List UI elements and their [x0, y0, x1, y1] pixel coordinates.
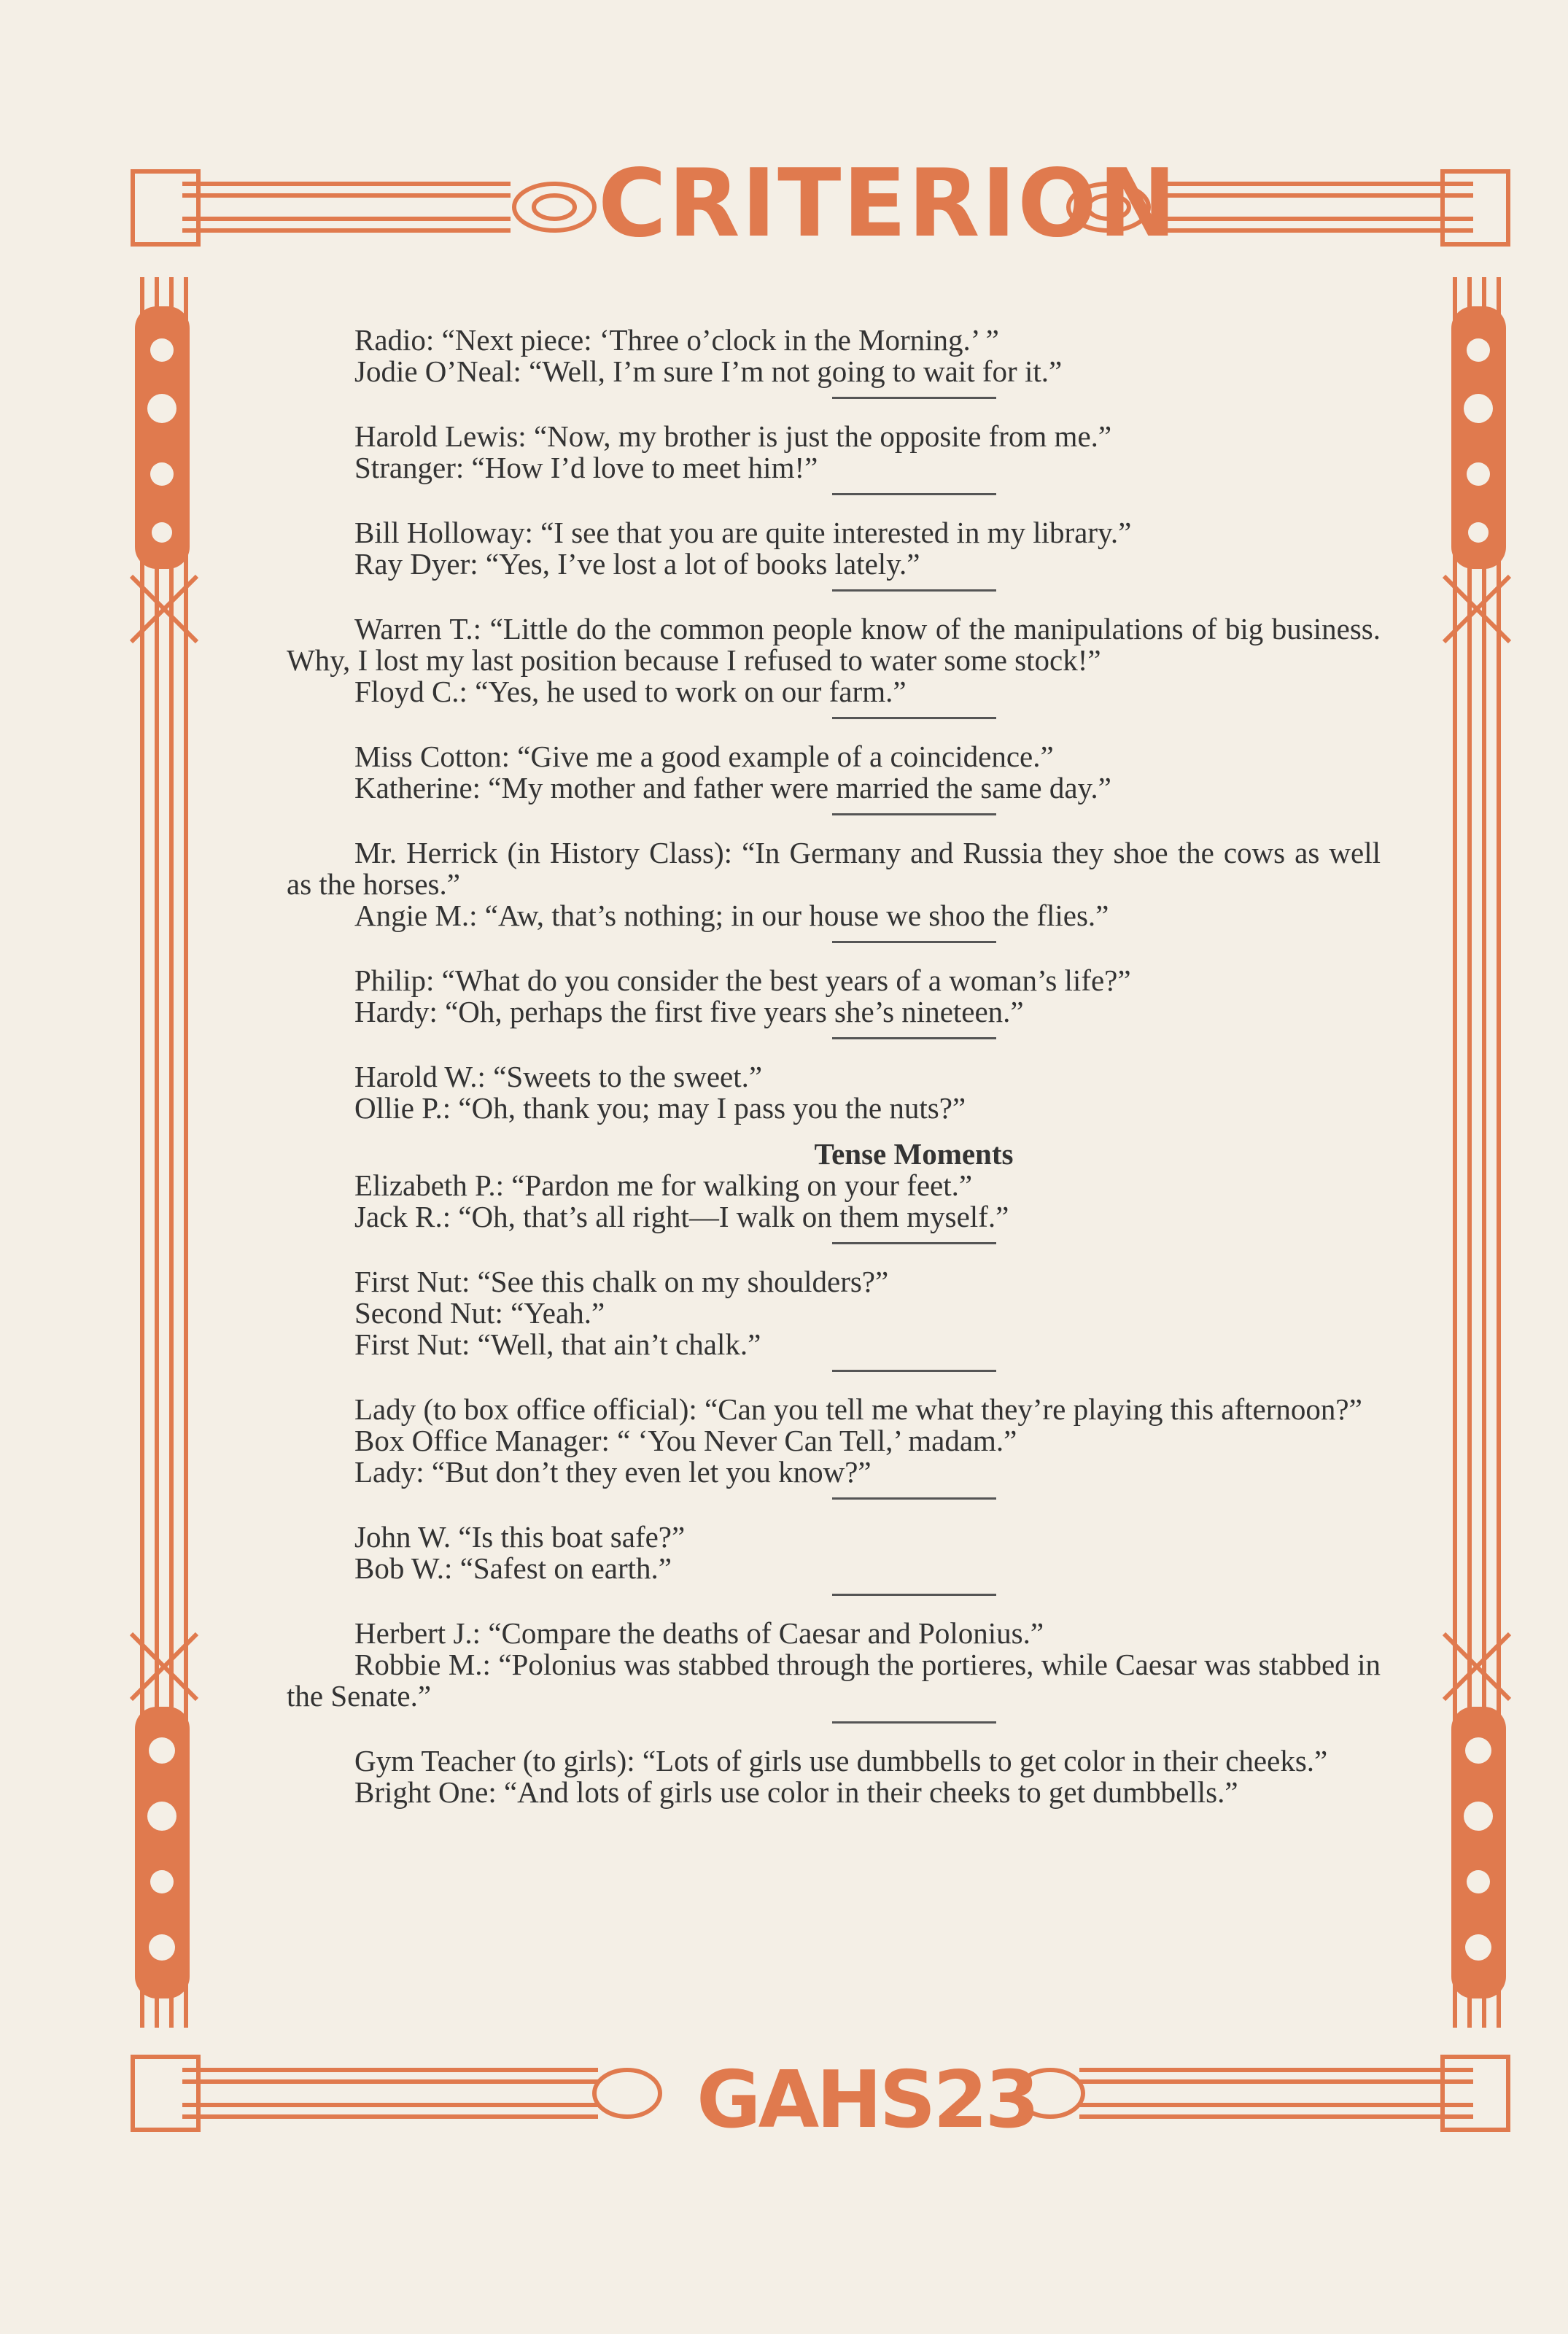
- dialogue-line: [287, 1457, 1381, 1488]
- speaker-name: Stranger:: [354, 451, 465, 484]
- dialogue-text: “Polonius was stabbed through the portieres, while Caesar was stabbed in the Senate.”: [287, 1648, 1381, 1713]
- dialogue-text: “Is this boat safe?”: [451, 1520, 686, 1554]
- speaker-name: Lady (to box office official):: [354, 1392, 697, 1426]
- dialogue-line: [287, 1394, 1381, 1425]
- dialogue-text: “See this chalk on my shoulders?”: [470, 1265, 889, 1298]
- dialogue-line: [287, 1266, 1381, 1298]
- dialogue-text: “Yes, he used to work on our farm.”: [467, 675, 907, 708]
- separator-rule: [832, 1242, 996, 1244]
- dialogue-text: “Give me a good example of a coincidence.”: [510, 740, 1054, 773]
- section-heading: Tense Moments: [814, 1137, 1014, 1171]
- dialogue-line: [287, 548, 1381, 580]
- speaker-name: Herbert J.:: [354, 1616, 481, 1650]
- dialogue-text: “In Germany and Russia they shoe the cows as well as the horses.”: [287, 836, 1381, 901]
- dialogue-line: [287, 1329, 1381, 1360]
- jokes-list: [287, 325, 1381, 1124]
- speaker-name: Harold Lewis:: [354, 419, 527, 453]
- dialogue-line: [287, 517, 1381, 548]
- joke-block: [287, 741, 1381, 804]
- speaker-name: First Nut:: [354, 1265, 470, 1298]
- dialogue-text: “Well, I’m sure I’m not going to wait for it.”: [521, 354, 1063, 388]
- separator-rule: [832, 717, 996, 719]
- dialogue-line: [287, 452, 1381, 484]
- jokes-column: [287, 325, 1381, 1808]
- speaker-name: Elizabeth P.:: [354, 1168, 504, 1202]
- speaker-name: Floyd C.:: [354, 675, 467, 708]
- speaker-name: First Nut:: [354, 1327, 470, 1361]
- dialogue-text: “I see that you are quite interested in my library.”: [532, 516, 1132, 549]
- separator-rule: [832, 813, 996, 815]
- dialogue-text: “Oh, that’s all right—I walk on them myself.”: [451, 1200, 1009, 1233]
- dialogue-text: “What do you consider the best years of a woman’s life?”: [434, 964, 1131, 997]
- dialogue-line: [287, 1745, 1381, 1777]
- dialogue-line: [287, 1201, 1381, 1233]
- dialogue-text: “Little do the common people know of the manipulations of big business. Why, I lost my last position because I refused to water some stock!”: [287, 612, 1381, 677]
- dialogue-text: “Pardon me for walking on your feet.”: [503, 1168, 973, 1202]
- speaker-name: Ray Dyer:: [354, 547, 478, 581]
- dialogue-text: “Can you tell me what they’re playing this afternoon?”: [696, 1392, 1362, 1426]
- joke-block: [287, 1618, 1381, 1712]
- dialogue-line: [287, 325, 1381, 356]
- joke-block: [287, 325, 1381, 387]
- dialogue-line: [287, 1298, 1381, 1329]
- speaker-name: Mr. Herrick (in History Class):: [354, 836, 733, 869]
- separator-rule: [832, 1370, 996, 1372]
- dialogue-text: “ ‘You Never Can Tell,’ madam.”: [609, 1424, 1017, 1457]
- dialogue-line: [287, 965, 1381, 996]
- speaker-name: Harold W.:: [354, 1060, 486, 1093]
- school-monogram: GAHS23: [696, 2055, 1037, 2146]
- speaker-name: Lady:: [354, 1455, 424, 1489]
- dialogue-line: [287, 900, 1381, 931]
- dialogue-line: [287, 1093, 1381, 1124]
- dialogue-text: “Next piece: ‘Three o’clock in the Morning.’ ”: [434, 323, 999, 357]
- dialogue-text: “My mother and father were married the same day.”: [481, 771, 1111, 805]
- joke-block: [287, 837, 1381, 931]
- dialogue-line: [287, 1170, 1381, 1201]
- speaker-name: Miss Cotton:: [354, 740, 511, 773]
- dialogue-text: “How I’d love to meet him!”: [464, 451, 818, 484]
- speaker-name: Gym Teacher (to girls):: [354, 1744, 635, 1777]
- dialogue-text: “Oh, perhaps the first five years she’s nineteen.”: [437, 995, 1024, 1028]
- dialogue-line: [287, 996, 1381, 1028]
- speaker-name: Philip:: [354, 964, 435, 997]
- speaker-name: Hardy:: [354, 995, 438, 1028]
- joke-block: [287, 1170, 1381, 1233]
- separator-rule: [832, 1037, 996, 1039]
- joke-block: [287, 1745, 1381, 1808]
- dialogue-line: [287, 1061, 1381, 1093]
- separator-rule: [832, 589, 996, 592]
- dialogue-text: “Safest on earth.”: [452, 1551, 672, 1585]
- dialogue-line: [287, 741, 1381, 772]
- speaker-name: Katherine:: [354, 771, 481, 805]
- speaker-name: Jodie O’Neal:: [354, 354, 521, 388]
- dialogue-line: [287, 613, 1381, 676]
- joke-block: [287, 421, 1381, 484]
- separator-rule: [832, 1594, 996, 1596]
- joke-block: [287, 517, 1381, 580]
- dialogue-text: “Sweets to the sweet.”: [485, 1060, 763, 1093]
- speaker-name: Ollie P.:: [354, 1091, 451, 1125]
- dialogue-text: “Oh, thank you; may I pass you the nuts?”: [451, 1091, 966, 1125]
- dialogue-line: [287, 1521, 1381, 1553]
- speaker-name: Jack R.:: [354, 1200, 451, 1233]
- dialogue-line: [287, 1553, 1381, 1584]
- dialogue-text: “And lots of girls use color in their cheeks to get dumbbells.”: [496, 1775, 1238, 1809]
- joke-block: [287, 1266, 1381, 1360]
- joke-block: [287, 1394, 1381, 1488]
- dialogue-line: [287, 772, 1381, 804]
- dialogue-line: [287, 421, 1381, 452]
- dialogue-line: [287, 837, 1381, 900]
- separator-rule: [832, 397, 996, 399]
- dialogue-text: “Compare the deaths of Caesar and Polonius.”: [481, 1616, 1044, 1650]
- speaker-name: Warren T.:: [354, 612, 482, 645]
- separator-rule: [832, 493, 996, 495]
- speaker-name: Bright One:: [354, 1775, 497, 1809]
- dialogue-line: [287, 676, 1381, 707]
- joke-block: [287, 965, 1381, 1028]
- dialogue-text: “Well, that ain’t chalk.”: [470, 1327, 761, 1361]
- joke-block: [287, 1061, 1381, 1124]
- dialogue-line: [287, 1425, 1381, 1457]
- speaker-name: Radio:: [354, 323, 435, 357]
- dialogue-text: “Now, my brother is just the opposite from me.”: [526, 419, 1112, 453]
- dialogue-line: [287, 1777, 1381, 1808]
- dialogue-line: [287, 1618, 1381, 1649]
- page-title: CRITERION: [598, 150, 1178, 258]
- dialogue-text: “But don’t they even let you know?”: [424, 1455, 872, 1489]
- dialogue-text: “Yes, I’ve lost a lot of books lately.”: [478, 547, 920, 581]
- speaker-name: Robbie M.:: [354, 1648, 491, 1681]
- separator-rule: [832, 941, 996, 943]
- separator-rule: [832, 1721, 996, 1724]
- dialogue-text: “Lots of girls use dumbbells to get color in their cheeks.”: [634, 1744, 1328, 1777]
- speaker-name: John W.: [354, 1520, 451, 1554]
- dialogue-line: [287, 1649, 1381, 1712]
- dialogue-text: “Aw, that’s nothing; in our house we shoo the flies.”: [477, 899, 1109, 932]
- speaker-name: Angie M.:: [354, 899, 478, 932]
- dialogue-line: [287, 356, 1381, 387]
- speaker-name: Bill Holloway:: [354, 516, 533, 549]
- speaker-name: Second Nut:: [354, 1296, 503, 1330]
- separator-rule: [832, 1497, 996, 1500]
- jokes-list-tense-moments: [287, 1170, 1381, 1808]
- dialogue-text: “Yeah.”: [502, 1296, 605, 1330]
- speaker-name: Box Office Manager:: [354, 1424, 610, 1457]
- joke-block: [287, 613, 1381, 707]
- joke-block: [287, 1521, 1381, 1584]
- speaker-name: Bob W.:: [354, 1551, 453, 1585]
